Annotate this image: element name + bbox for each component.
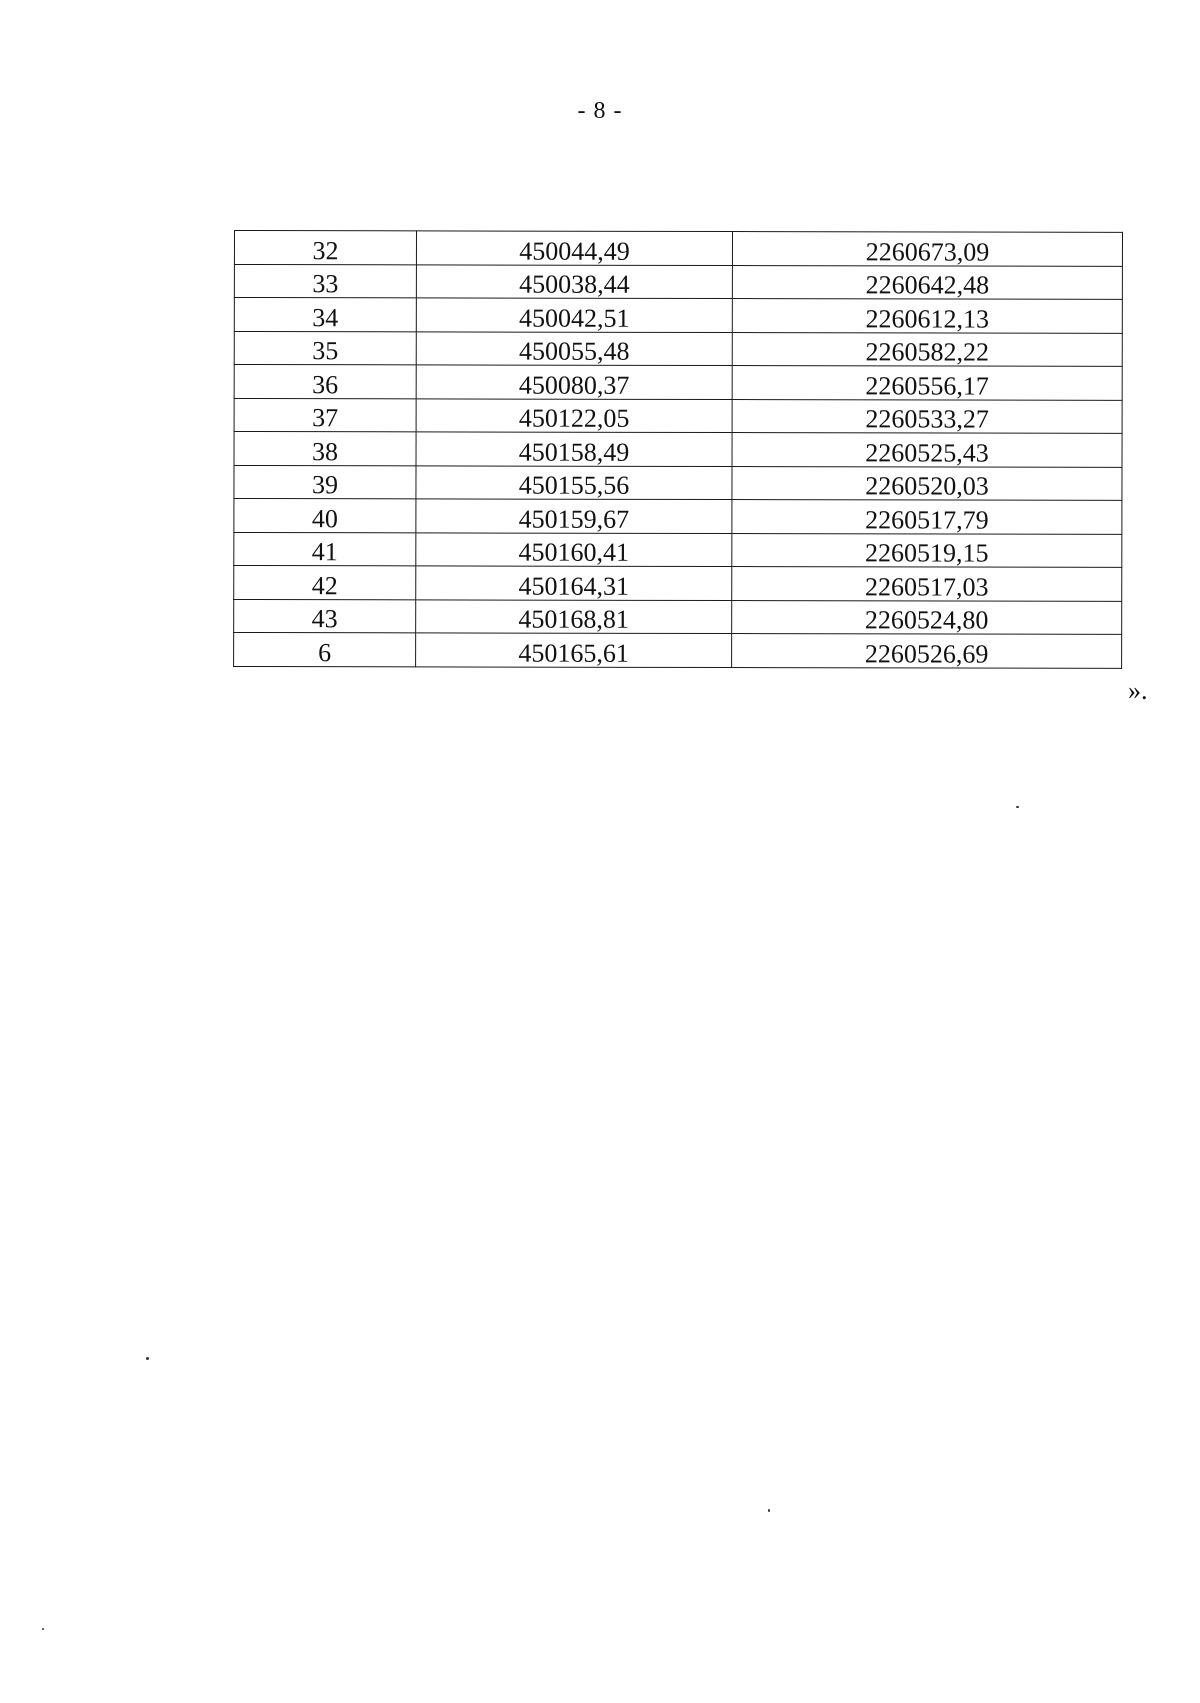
y-coordinate-cell: 2260526,69 [732,634,1122,668]
x-coordinate-cell: 450080,37 [416,365,732,399]
x-coordinate-cell: 450122,05 [416,398,732,432]
y-coordinate-cell: 2260642,48 [732,265,1122,299]
scan-speck [768,1509,770,1512]
y-coordinate-cell: 2260612,13 [732,299,1122,333]
point-number-cell: 6 [234,633,416,667]
table-row [234,264,1122,299]
table-row [234,566,1122,601]
point-number-cell: 33 [234,264,416,298]
table-row [234,465,1122,500]
y-coordinate-cell: 2260673,09 [732,232,1122,266]
point-number-cell: 34 [234,298,416,332]
closing-quote: ». [1128,676,1148,705]
coordinates-table [233,230,1123,668]
y-coordinate-cell: 2260556,17 [732,366,1122,400]
y-coordinate-cell: 2260517,03 [732,567,1122,601]
page-number: - 8 - [577,98,623,124]
point-number-cell: 38 [234,432,416,466]
x-coordinate-cell: 450042,51 [416,298,732,332]
x-coordinate-cell: 450155,56 [416,465,732,499]
y-coordinate-cell: 2260517,79 [732,500,1122,534]
table-row [234,398,1122,433]
point-number-cell: 32 [234,231,416,265]
x-coordinate-cell: 450055,48 [416,331,732,365]
table-row [234,298,1122,333]
point-number-cell: 40 [234,499,416,533]
table-row [234,499,1122,534]
y-coordinate-cell: 2260533,27 [732,399,1122,433]
table-row [234,532,1122,567]
scan-speck [42,1628,44,1630]
y-coordinate-cell: 2260519,15 [732,533,1122,567]
y-coordinate-cell: 2260524,80 [732,600,1122,634]
x-coordinate-cell: 450038,44 [416,264,732,298]
x-coordinate-cell: 450044,49 [416,231,732,265]
point-number-cell: 37 [234,398,416,432]
point-number-cell: 42 [234,566,416,600]
point-number-cell: 35 [234,331,416,365]
x-coordinate-cell: 450159,67 [416,499,732,533]
table-row [234,432,1122,467]
table-row [234,599,1122,634]
coordinates-table-body [234,231,1123,668]
y-coordinate-cell: 2260520,03 [732,466,1122,500]
scan-speck [146,1357,149,1360]
point-number-cell: 36 [234,365,416,399]
x-coordinate-cell: 450165,61 [416,633,732,667]
table-row [234,365,1122,400]
point-number-cell: 41 [234,532,416,566]
y-coordinate-cell: 2260582,22 [732,332,1122,366]
point-number-cell: 39 [234,465,416,499]
table-row [234,331,1122,366]
y-coordinate-cell: 2260525,43 [732,433,1122,467]
table-row [234,231,1122,266]
x-coordinate-cell: 450164,31 [416,566,732,600]
point-number-cell: 43 [234,599,416,633]
x-coordinate-cell: 450168,81 [416,599,732,633]
x-coordinate-cell: 450158,49 [416,432,732,466]
x-coordinate-cell: 450160,41 [416,532,732,566]
table-row [234,633,1122,668]
scan-speck [1016,806,1019,808]
